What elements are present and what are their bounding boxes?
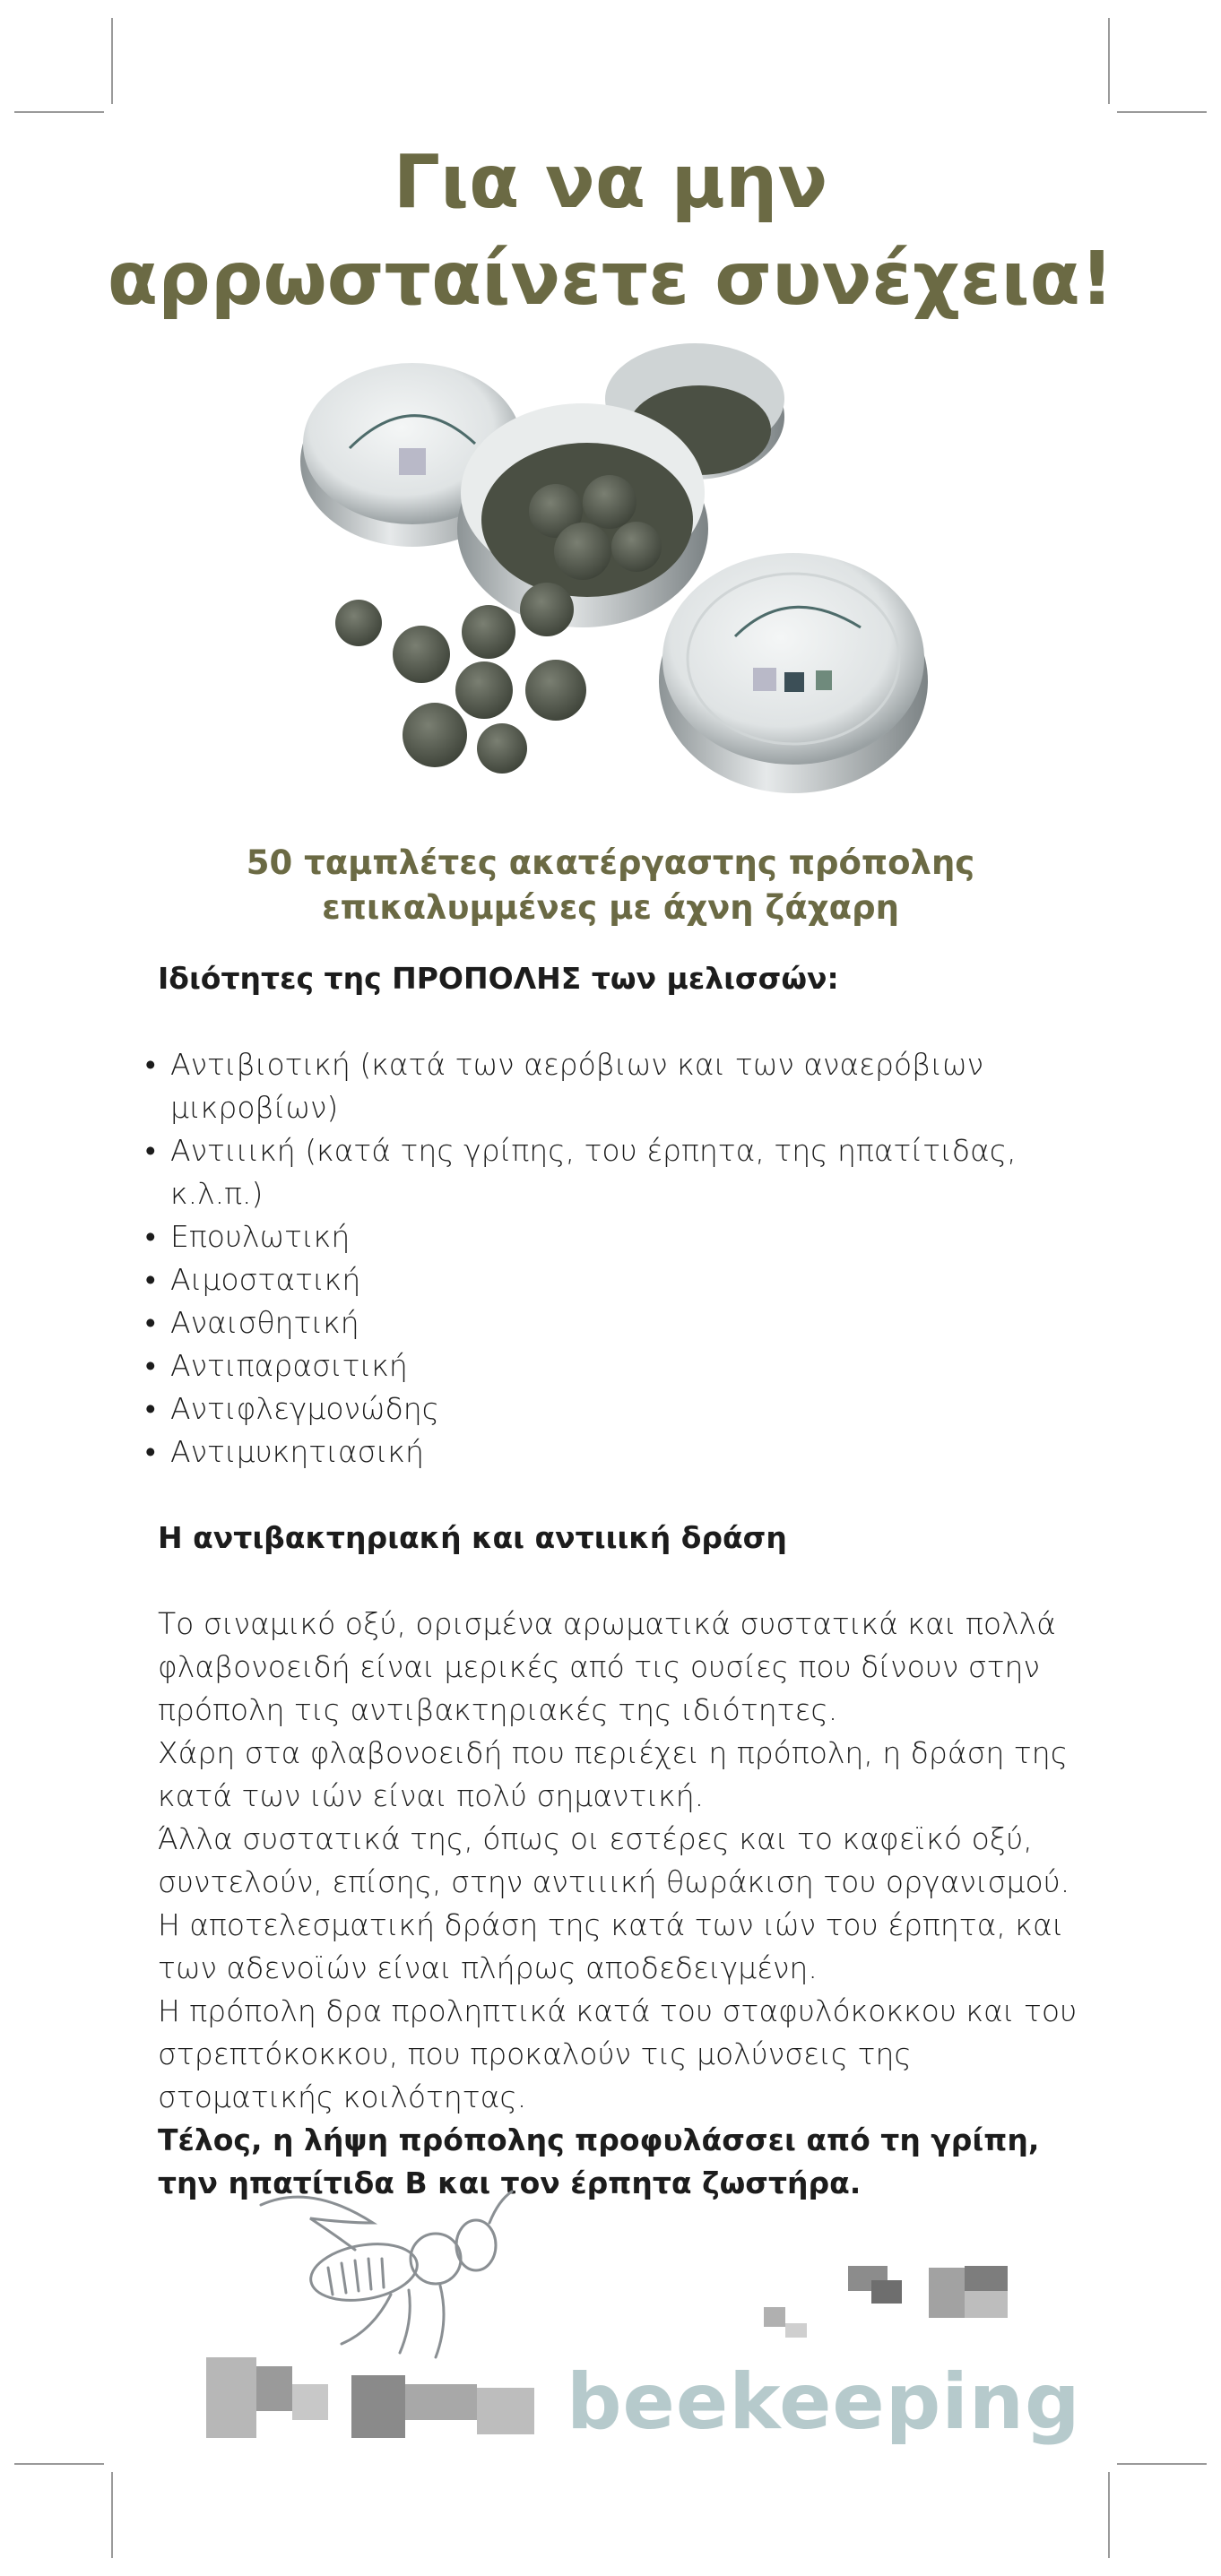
caption-line-2: επικαλυμμένες με άχνη ζάχαρη — [322, 888, 899, 927]
list-item: • Αντιμυκητιασική — [145, 1434, 424, 1469]
crop-mark — [1117, 2463, 1207, 2465]
redacted-logo-block — [965, 2291, 1008, 2318]
product-image — [287, 314, 932, 816]
list-item: • Αιμοστατική — [145, 1262, 361, 1297]
paragraph: Η αποτελεσματική δράση της κατά των ιών του έρπητα, και των αδενοϊών είναι πλήρως αποδεδειγμένη. — [158, 1907, 1064, 1985]
properties-list — [145, 1043, 1081, 1474]
redacted-logo-block — [871, 2280, 902, 2304]
redacted-logo-block — [292, 2384, 328, 2420]
list-item: • Αντιφλεγμονώδης — [145, 1391, 440, 1426]
crop-mark — [14, 2463, 104, 2465]
title-line-2: αρρωσταίνετε συνέχεια! — [107, 237, 1114, 322]
list-item: • Αντιπαρασιτική — [145, 1348, 408, 1383]
properties-heading: Ιδιότητες της ΠΡΟΠΟΛΗΣ των μελισσών: — [158, 961, 839, 996]
paragraph: Η πρόπολη δρα προληπτικά κατά του σταφυλόκοκκου και του στρεπτόκοκκου, που προκαλούν τις μολύνσεις της στοματικής κοιλότητας. — [158, 1993, 1078, 2114]
paragraph: Χάρη στα φλαβονοειδή που περιέχει η πρόπολη, η δράση της κατά των ιών είναι πολύ σημαντική. — [158, 1735, 1069, 1813]
action-heading: Η αντιβακτηριακή και αντιιική δράση — [158, 1520, 787, 1555]
paragraph: Το σιναμικό οξύ, ορισμένα αρωματικά συστατικά και πολλά φλαβονοειδή είναι μερικές από τις ουσίες που δίνουν στην πρόπολη τις αντιβακτηριακές της ιδιότητες. — [158, 1606, 1056, 1727]
crop-mark — [111, 18, 113, 104]
redacted-logo-block — [351, 2375, 405, 2438]
redacted-logo-block — [965, 2266, 1008, 2291]
main-content — [145, 957, 1081, 2205]
page-title — [0, 134, 1221, 328]
crop-mark — [111, 2472, 113, 2558]
caption-line-1: 50 ταμπλέτες ακατέργαστης πρόπολης — [246, 843, 975, 882]
bee-logo-icon — [256, 2187, 525, 2366]
redacted-logo-block — [256, 2366, 292, 2411]
crop-mark — [1108, 18, 1110, 104]
crop-mark — [1108, 2472, 1110, 2558]
brand-wordmark: beekeeping — [567, 2357, 1081, 2447]
list-item: • Αντιβιοτική (κατά των αερόβιων και των αναερόβιων μικροβίων) — [145, 1047, 984, 1125]
redacted-logo-block — [785, 2323, 807, 2338]
list-item: • Επουλωτική — [145, 1219, 351, 1254]
list-item: • Αναισθητική — [145, 1305, 359, 1340]
action-body — [158, 1603, 1081, 2205]
product-caption — [0, 841, 1221, 930]
redacted-logo-block — [477, 2388, 534, 2434]
redacted-logo-block — [764, 2307, 785, 2327]
title-line-1: Για να μην — [393, 140, 828, 225]
paragraph: Άλλα συστατικά της, όπως οι εστέρες και το καφεϊκό οξύ, συντελούν, επίσης, στην αντιιική θωράκιση του οργανισμού. — [158, 1821, 1070, 1899]
crop-mark — [1117, 111, 1207, 113]
redacted-logo-block — [405, 2384, 477, 2420]
redacted-logo-block — [206, 2357, 256, 2438]
crop-mark — [14, 111, 104, 113]
redacted-logo-block — [929, 2268, 965, 2318]
list-item: • Αντιιική (κατά της γρίπης, του έρπητα, της ηπατίτιδας, κ.λ.π.) — [145, 1133, 1017, 1211]
conclusion-paragraph: Τέλος, η λήψη πρόπολης προφυλάσσει από τη γρίπη, την ηπατίτιδα Β και τον έρπητα ζωστήρα. — [158, 2122, 1040, 2200]
